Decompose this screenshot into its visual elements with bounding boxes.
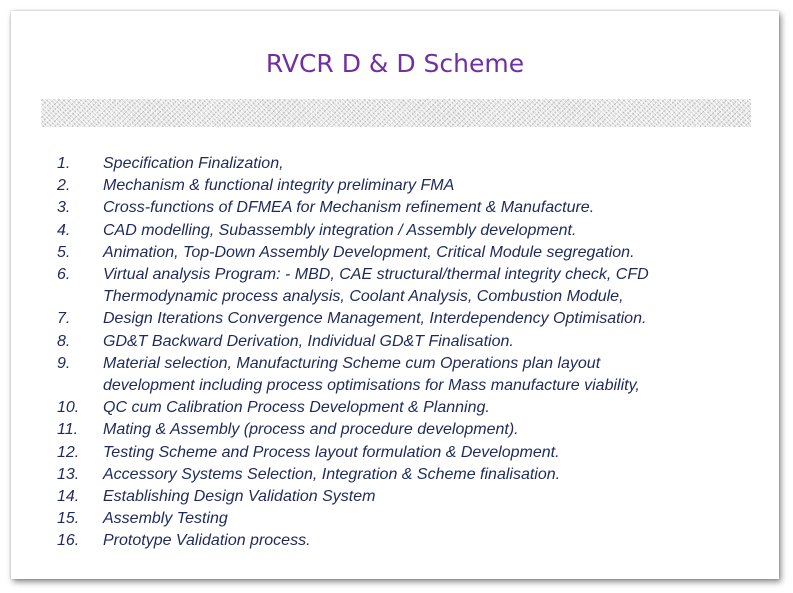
list-item-line: Material selection, Manufacturing Scheme cum Operations plan layout (103, 354, 601, 372)
list-item-line: Mechanism & functional integrity preliminary FMA (103, 177, 455, 195)
list-item-text (103, 175, 454, 197)
list-item-number: 14. (57, 488, 80, 506)
list-item-text (103, 220, 576, 242)
list-item (57, 153, 649, 175)
list-item (57, 197, 649, 219)
list-item-number: 5. (57, 243, 71, 261)
list-item-number: 9. (57, 354, 71, 372)
list-item-number: 10. (57, 399, 80, 417)
list-item-number: 7. (57, 310, 71, 328)
list-item-number: 1. (57, 155, 71, 172)
list-item-line: CAD modelling, Subassembly integration / Assembly development. (103, 221, 577, 239)
list-item-text (103, 419, 519, 441)
list-item-number: 3. (57, 199, 71, 217)
list-item (57, 419, 649, 441)
list-item-number: 15. (57, 510, 80, 528)
list-item-text (103, 153, 284, 175)
list-item-line: QC cum Calibration Process Development & Planning. (103, 399, 490, 417)
list-item-text (103, 197, 594, 219)
list-item-text (103, 353, 640, 397)
list-item-number: 12. (57, 443, 80, 461)
slide (11, 11, 779, 579)
list-item-line: Assembly Testing (103, 510, 228, 528)
list-item (57, 220, 649, 242)
list-item (57, 442, 649, 464)
list-item-line: Mating & Assembly (process and procedure development). (103, 421, 519, 439)
list-item (57, 242, 649, 264)
list-item (57, 264, 649, 308)
list-item-text (103, 264, 649, 308)
list-item (57, 331, 649, 353)
list-item-line: development including process optimisations for Mass manufacture viability, (103, 377, 640, 395)
list-item-text (103, 508, 228, 530)
list-item-text (103, 397, 490, 419)
list-item-number: 13. (57, 465, 80, 483)
list-item-number: 16. (57, 532, 80, 550)
list-item-line: Specification Finalization, (103, 155, 284, 172)
list-item-number: 4. (57, 221, 71, 239)
list-item (57, 353, 649, 397)
list-item (57, 508, 649, 530)
list-item-text (103, 442, 560, 464)
list-item-line: Animation, Top-Down Assembly Development, Critical Module segregation. (103, 243, 635, 261)
list-item-line: Testing Scheme and Process layout formulation & Development. (103, 443, 560, 461)
list-item-line: Thermodynamic process analysis, Coolant Analysis, Combustion Module, (103, 288, 624, 306)
scheme-list (57, 153, 649, 553)
list-item-number: 2. (57, 177, 71, 195)
list-item-text (103, 242, 635, 264)
list-item-text (103, 486, 375, 508)
list-item-line: Accessory Systems Selection, Integration & Scheme finalisation. (103, 465, 561, 483)
list-item (57, 464, 649, 486)
list-item-line: Virtual analysis Program: - MBD, CAE structural/thermal integrity check, CFD (103, 266, 649, 284)
list-item-number: 11. (57, 421, 79, 439)
slide-title: RVCR D & D Scheme (265, 49, 525, 78)
list-item (57, 175, 649, 197)
list-item (57, 530, 649, 552)
list-item-line: Cross-functions of DFMEA for Mechanism refinement & Manufacture. (103, 199, 595, 217)
list-item-line: Prototype Validation process. (103, 532, 311, 550)
list-item (57, 308, 649, 330)
list-item-line: Establishing Design Validation System (103, 488, 376, 506)
list-item-text (103, 530, 311, 552)
list-item-number: 6. (57, 266, 71, 284)
list-item (57, 486, 649, 508)
list-item-number: 8. (57, 332, 71, 350)
list-item-text (103, 331, 514, 353)
list-item (57, 397, 649, 419)
list-item-line: GD&T Backward Derivation, Individual GD&T Finalisation. (103, 332, 514, 350)
list-item-text (103, 464, 560, 486)
list-item-line: Design Iterations Convergence Management, Interdependency Optimisation. (103, 310, 647, 328)
list-item-text (103, 308, 646, 330)
decorative-texture-band (41, 99, 751, 127)
